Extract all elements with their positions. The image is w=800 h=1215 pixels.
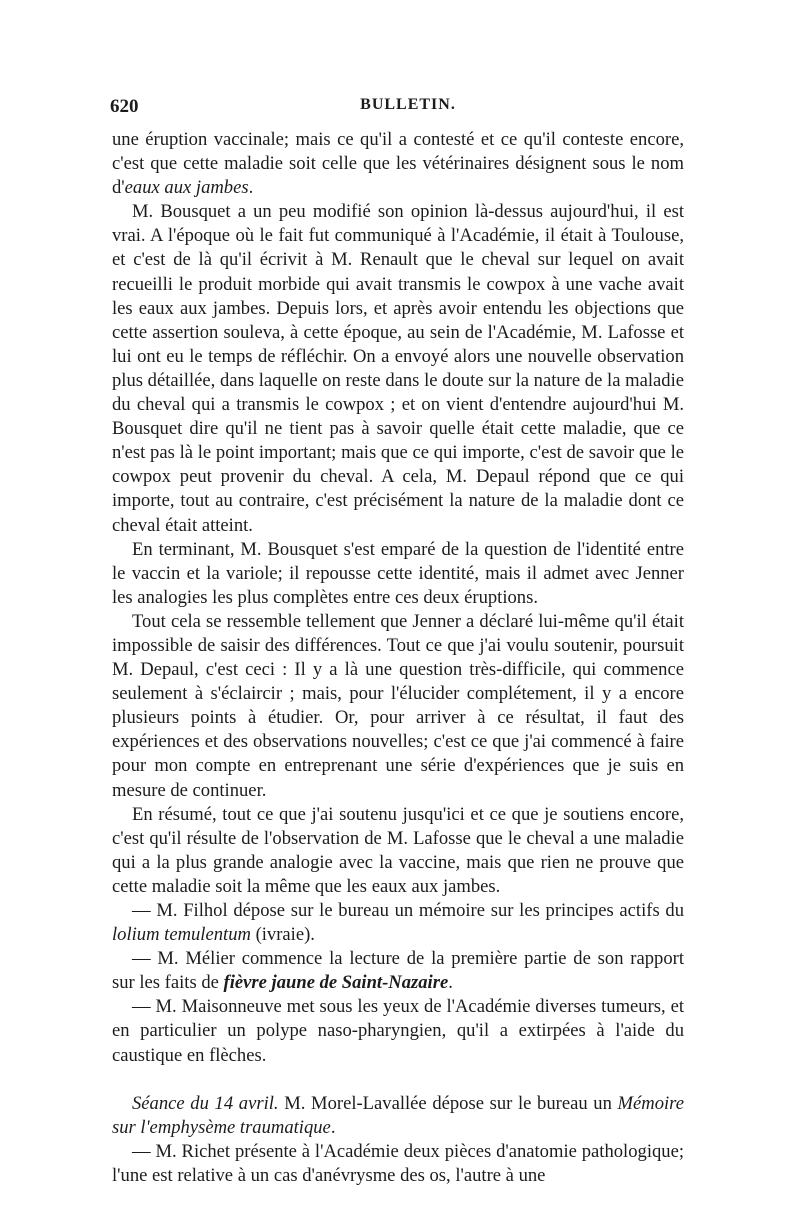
paragraph-6-end: (ivraie). [250,924,315,946]
paragraph-1-text: une éruption vaccinale; mais ce qu'il a contesté et ce qu'il conteste encore, c'est que cette maladie soit celle que les vétérinaires désignent sous le nom d' [112,129,684,199]
paragraph-8-text: — M. Maisonneuve met sous les yeux de l'Académie diverses tumeurs, et en particulier un polype naso-pharyngien, qu'il a extirpées à l'aide du caustique en flèches. [112,996,684,1066]
paragraph-4-text: Tout cela se ressemble tellement que Jenner a déclaré lui-même qu'il était impossible de saisir des différences. Tout ce que j'ai voulu soutenir, poursuit M. Depaul, c'est ceci : Il y a là une question très-difficile, qui commence seulement à s'éclaircir ; mais, pour l'élucider complétement, il y a encore plusieurs points à étudier. Or, pour arriver à ce résultat, il faut des expériences et des observations nouvelles; c'est ce que j'ai commencé à faire pour mon compte en entreprenant une série d'expériences que je suis en mesure de continuer. [112,610,684,801]
seance-date: Séance du 14 avril. [132,1092,279,1114]
paragraph-9-end: . [330,1116,336,1138]
body-text [112,128,684,1188]
paragraph-7-italic: fièvre jaune de Saint-Nazaire [223,972,449,994]
paragraph-3-text: En terminant, M. Bousquet s'est emparé de la question de l'identité entre le vaccin et la variole; il repousse cette identité, mais il admet avec Jenner les analogies les plus complètes entre ces deux éruptions. [112,538,684,608]
paragraph-2-text: M. Bousquet a un peu modifié son opinion là-dessus aujourd'hui, il est vrai. A l'époque où le fait fut communiqué à l'Académie, il était à Toulouse, et c'est de là qu'il écrivit à M. Renault que le cheval sur lequel on avait recueilli le produit morbide qui avait transmis le cowpox à une vache avait les eaux aux jambes. Depuis lors, et après avoir entendu les objections que cette assertion souleva, à cette époque, au sein de l'Académie, M. Lafosse et lui ont eu le temps de réfléchir. On a envoyé alors une nouvelle observation plus détaillée, dans laquelle on reste dans le doute sur la nature de la maladie du cheval qui a transmis le cowpox ; et on vient d'entendre aujourd'hui M. Bousquet dire qu'il ne tient pas à savoir quelle était cette maladie, que ce n'est pas là le point important; mais que ce qui importe, c'est de savoir que le cowpox peut provenir du cheval. A cela, M. Depaul répond que ce qui importe, tout au contraire, c'est précisément la nature de la maladie dont ce cheval était atteint. [112,201,684,536]
paragraph-3 [112,538,684,610]
running-title: BULLETIN. [360,96,456,113]
paragraph-8 [112,995,684,1067]
book-page [112,96,684,1188]
paragraph-10 [112,1140,684,1188]
paragraph-7-end: . [448,972,453,994]
paragraph-7 [112,947,684,995]
paragraph-6-italic: lolium temulentum [112,924,251,946]
paragraph-10-text: — M. Richet présente à l'Académie deux pièces d'anatomie pathologique; l'une est relative à un cas d'anévrysme des os, l'autre à une [112,1140,684,1186]
paragraph-5 [112,803,684,899]
paragraph-1 [112,128,684,200]
paragraph-2 [112,200,684,537]
paragraph-4 [112,610,684,803]
paragraph-6-text: — M. Filhol dépose sur le bureau un mémoire sur les principes actifs du [132,900,684,921]
paragraph-5-text: En résumé, tout ce que j'ai soutenu jusqu'ici et ce que je soutiens encore, c'est qu'il résulte de l'observation de M. Lafosse que le cheval a une maladie qui a la plus grande analogie avec la vaccine, mais que rien ne prouve que cette maladie soit la même que les eaux aux jambes. [112,803,684,897]
paragraph-7-text: — M. Mélier commence la lecture de la première partie de son rapport sur les faits de [112,948,684,994]
paragraph-9 [112,1092,684,1140]
paragraph-9-text: M. Morel-Lavallée dépose sur le bureau un [278,1092,618,1114]
page-header [112,96,684,124]
paragraph-1-italic: eaux aux jambes [124,177,249,199]
paragraph-6 [112,899,684,947]
paragraph-1-end: . [248,177,254,199]
page-number: 620 [110,96,139,117]
paragraph-9-italic: Mémoire sur l'emphysème traumatique [112,1092,684,1138]
